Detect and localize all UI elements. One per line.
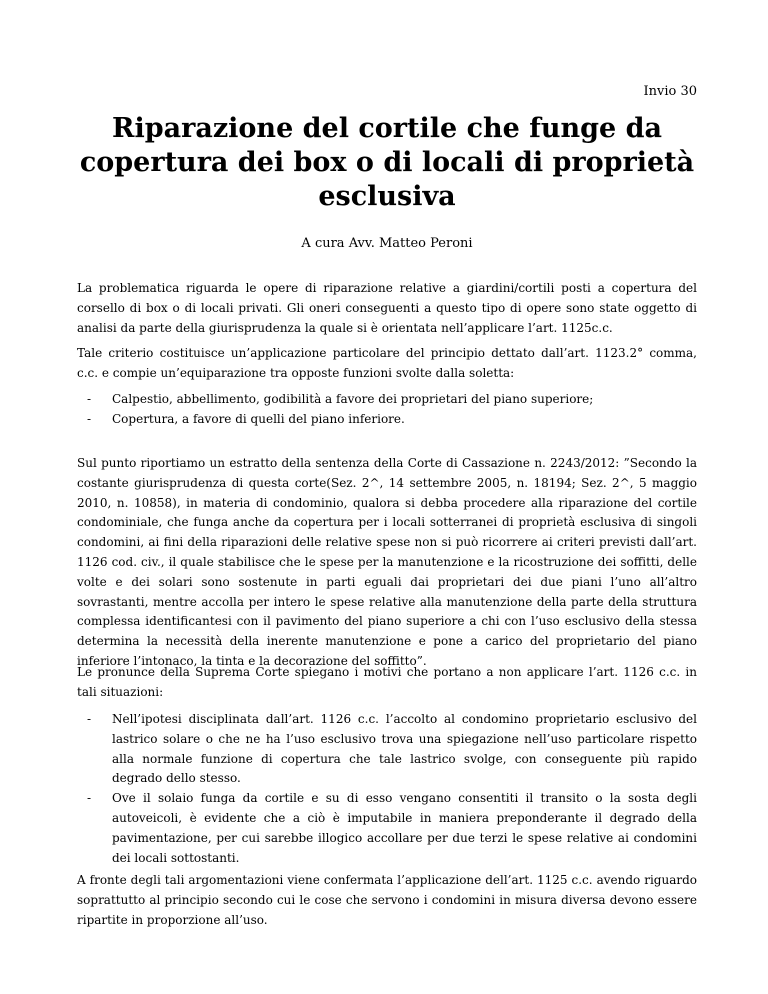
- list-item-text: Calpestio, abbellimento, godibilità a favore dei proprietari del piano superiore;: [112, 392, 594, 406]
- paragraph-criterion: Tale criterio costituisce un’applicazione particolare del principio dettato dall’art. 1123.2° comma, c.c. e compie un’equiparazione tra opposte funzioni svolte dalla soletta:: [77, 346, 697, 380]
- list-item: [77, 410, 697, 430]
- list-item: [77, 390, 697, 410]
- list-item-text: Ove il solaio funga da cortile e su di esso vengano consentiti il transito o la sosta degli autoveicoli, è evidente che a ciò è imputabile in maniera preponderante il degrado della pavimentazione, per cui sarebbe illogico accollare per due terzi le spese relative ai condomini dei locali sottostanti.: [112, 791, 697, 865]
- paragraph-reasons-intro: Le pronunce della Suprema Corte spiegano i motivi che portano a non applicare l’art. 1126 c.c. in tali situazioni:: [77, 665, 697, 699]
- paragraph-intro: La problematica riguarda le opere di riparazione relative a giardini/cortili posti a copertura del corsello di box o di locali privati. Gli oneri conseguenti a questo tipo di opere sono state oggetto di analisi da parte della giurisprudenza la quale si è orientata nell’applicare l’art. 1125c.c.: [77, 281, 697, 335]
- document-reference: Invio 30: [643, 84, 697, 99]
- document-author: A cura Avv. Matteo Peroni: [301, 236, 473, 251]
- list-bullet: -: [87, 791, 92, 806]
- list-bullet: -: [87, 411, 92, 426]
- list-item-text: Copertura, a favore di quelli del piano inferiore.: [112, 411, 405, 426]
- paragraph-court-excerpt: Sul punto riportiamo un estratto della sentenza della Corte di Cassazione n. 2243/2012: ”Secondo la costante giurisprudenza di questa corte(Sez. 2^, 14 settembre 2005, n. 18194; Sez. 2^, 5 maggio 2010, n. 10858), in materia di condominio, qualora si debba procedere alla riparazione del cortile condominiale, che funga anche da copertura per i locali sotterranei di proprietà esclusiva di singoli condomini, ai fini della riparazioni delle relative spese non si può ricorrere ai criteri previsti dall’art. 1126 cod. civ., il quale stabilisce che le spese per la manutenzione e la ricostruzione dei soffitti, delle volte e dei solari sono sostenute in parti eguali dai proprietari dei due piani l’uno all’altro sovrastanti, mentre accolla per intero le spese relative alla manutenzione della parte della struttura complessa identificantesi con il pavimento del piano superiore a chi con l’uso esclusivo della stessa determina la necessità della inerente manutenzione e pone a carico del proprietario del piano inferiore l’intonaco, la tinta e la decorazione del soffitto”.: [77, 456, 697, 668]
- reasons-list: [77, 710, 697, 868]
- paragraph-conclusion: A fronte degli tali argomentazioni viene confermata l’applicazione dell’art. 1125 c.c. avendo riguardo soprattutto al principio secondo cui le cose che servono i condomini in misura diversa devono essere ripartite in proporzione all’uso.: [77, 873, 697, 927]
- list-item: [77, 710, 697, 789]
- list-bullet: -: [87, 712, 92, 726]
- functions-list: [77, 390, 697, 430]
- document-title: Riparazione del cortile che funge da copertura dei box o di locali di proprietà esclusiva: [79, 113, 695, 212]
- list-item: [77, 789, 697, 868]
- list-bullet: -: [87, 392, 92, 406]
- list-item-text: Nell’ipotesi disciplinata dall’art. 1126 c.c. l’accolto al condomino proprietario esclusivo del lastrico solare o che ne ha l’uso esclusivo trova una spiegazione nell’uso particolare rispetto alla normale funzione di copertura che tale lastrico svolge, con conseguente più rapido degrado dello stesso.: [112, 712, 697, 786]
